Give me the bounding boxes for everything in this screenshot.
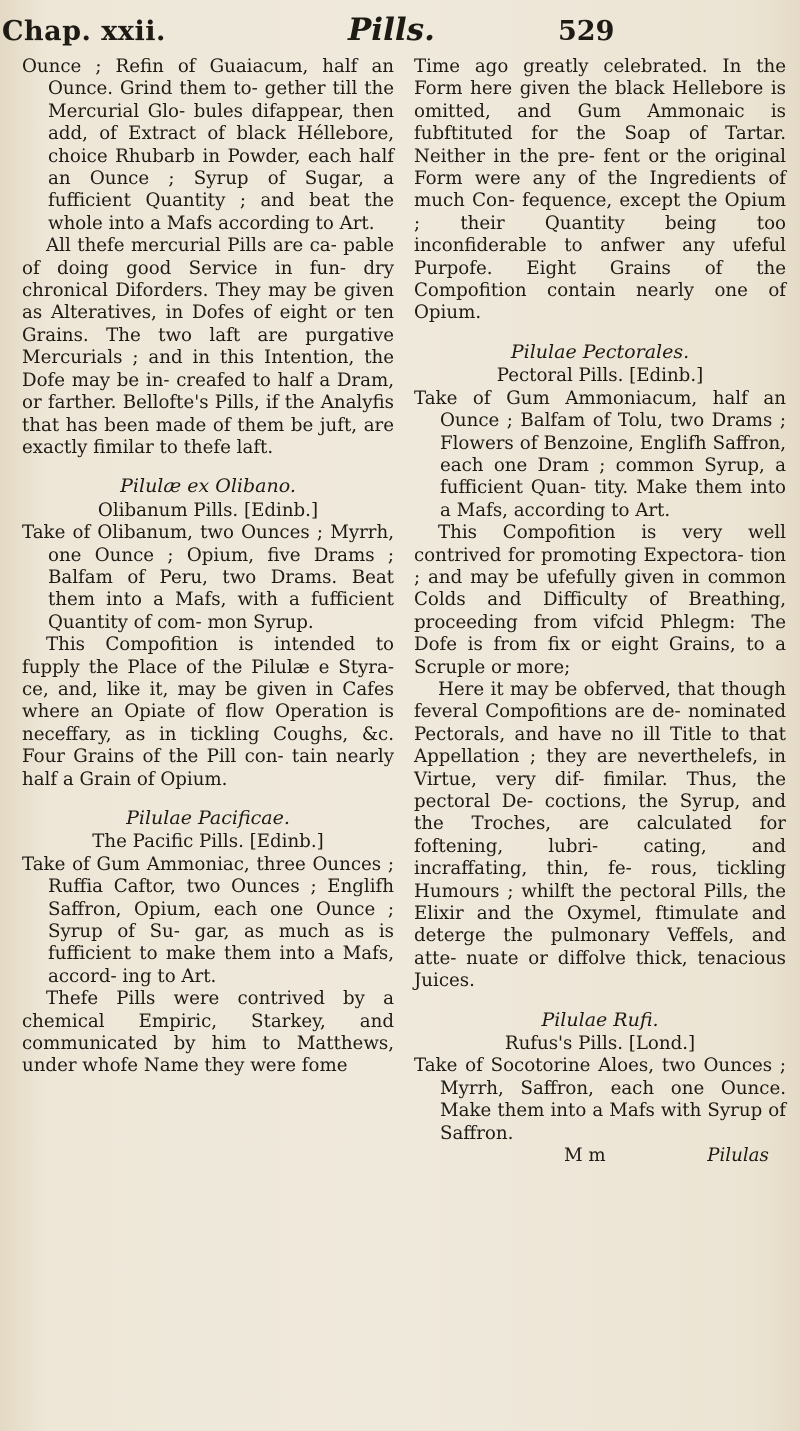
page-number: 529 (558, 16, 615, 47)
recipe-pacific: Take of Gum Ammoniac, three Ounces ; Ruffia Caftor, two Ounces ; Englifh Saffron, Opium, each one Ounce ; Syrup of Su- gar, as much as is fufficient to make them into a Mafs, accord- ing to Art. (22, 853, 394, 987)
signature-mark: M m (564, 1145, 606, 1167)
subheading-olibanum-pills: Olibanum Pills. [Edinb.] (97, 499, 319, 521)
heading-pilulae-rufi: Pilulae Rufi. (541, 1008, 659, 1031)
recipe-olibanum: Take of Olibanum, two Ounces ; Myrrh, one Ounce ; Opium, five Drams ; Balfam of Peru, two Drams. Beat them into a Mafs, with a fufficient Quantity of com- mon Syrup. (22, 522, 394, 633)
heading-pilulae-pacificae: Pilulae Pacificae. (126, 807, 290, 829)
page-footer (414, 1145, 786, 1167)
paragraph-olibanum: This Compofition is intended to fupply the Place of the Pilulæ e Styra- ce, and, like it, may be given in Cafes where an Opiate of flow Operation is neceffary, as in tickling Coughs, &c. Four Grains of the Pill con- tain nearly half a Grain of Opium. (22, 634, 394, 790)
paragraph-pectoral-2: Here it may be obferved, that though feveral Compofitions are de- nominated Pectorals, and have no ill Title to that Appellation ; they are neverthelefs, in Virtue, very dif- fimilar. Thus, the pectoral De- coctions, the Syrup, and the Troches, are calculated for foftening, lubri- cating, and incraffating, thin, fe- rous, tickling Humours ; whilft the pectoral Pills, the Elixir and the Oxymel, ftimulate and deterge the pulmonary Veffels, and atte- nuate or diffolve thick, tenacious Juices. (414, 678, 786, 992)
left-column (22, 56, 394, 1078)
paragraph-mercurial-pills: All thefe mercurial Pills are ca- pable of doing good Service in fun- dry chronical Diforders. They may be given as Alteratives, in Dofes of eight or ten Grains. The two laft are purgative Mercurials ; and in this Intention, the Dofe may be in- creafed to half a Dram, or farther. Bellofte's Pills, if the Analyfis that has been made of them be juft, are exactly fimilar to thefe laft. (22, 235, 394, 458)
recipe-pectoral: Take of Gum Ammoniacum, half an Ounce ; Balfam of Tolu, two Drams ; Flowers of Benzoine, Englifh Saffron, each one Dram ; common Syrup, a fufficient Quan- tity. Make them into a Mafs, according to Art. (414, 387, 786, 521)
recipe-rufus: Take of Socotorine Aloes, two Ounces ; Myrrh, Saffron, each one Ounce. Make them into a Mafs with Syrup of Saffron. (414, 1055, 786, 1144)
heading-pilulae-pectorales: Pilulae Pectorales. (510, 340, 690, 363)
recipe-continuation: Ounce ; Refin of Guaiacum, half an Ounce. Grind them to- gether till the Mercurial Glo- bules difappear, then add, of Extract of black Héllebore, choice Rhubarb in Powder, each half an Ounce ; Syrup of Sugar, a fufficient Quantity ; and beat the whole into a Mafs according to Art. (22, 56, 394, 234)
chapter-label: Chap. xxii. (2, 16, 166, 47)
paragraph-continuation: Time ago greatly celebrated. In the Form here given the black Hellebore is omitted, and Gum Ammonaic is fubftituted for the Soap of Tartar. Neither in the pre- fent or the original Form were any of the Ingredients of much Con- fequence, except the Opium ; their Quantity being too inconfiderable to anfwer any ufeful Purpofe. Eight Grains of the Compofition contain nearly one of Opium. (414, 56, 786, 324)
paragraph-pectoral-1: This Compofition is very well contrived for promoting Expectora- tion ; and may be ufefully given in common Colds and Difficulty of Breathing, proceeding from vifcid Phlegm: The Dofe is from fix or eight Grains, to a Scruple or more; (414, 522, 786, 678)
catchword: Pilulas (707, 1145, 769, 1167)
running-head (0, 10, 800, 50)
heading-pilulae-ex-olibano: Pilulæ ex Olibano. (120, 475, 296, 498)
right-column (414, 56, 786, 1168)
subheading-pectoral-pills: Pectoral Pills. [Edinb.] (496, 365, 704, 387)
subheading-pacific-pills: The Pacific Pills. [Edinb.] (92, 831, 324, 853)
section-title: Pills. (348, 12, 435, 48)
paragraph-pacific: Thefe Pills were contrived by a chemical Empiric, Starkey, and communicated by him to Matthews, under whofe Name they were fome (22, 988, 394, 1077)
subheading-rufus-pills: Rufus's Pills. [Lond.] (504, 1033, 696, 1055)
